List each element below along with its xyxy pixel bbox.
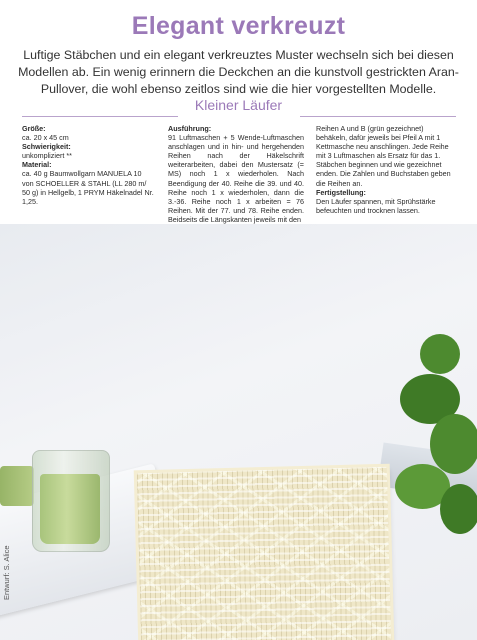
material-value: ca. 40 g Baumwollgarn MANUELA 10 von SCHOELLER & STAHL (LL 280 m/ 50 g) in Hellgelb, 1 PRYM Häkelnadel Nr. 1,25. xyxy=(22,169,154,206)
difficulty-value: unkompliziert ** xyxy=(22,151,72,161)
intro-paragraph: Luftige Stäbchen und ein elegant verkreuztes Muster wechseln sich bei diesen Modellen ab. Ein wenig erinnern die Deckchen an die kunstvoll gestrickten Aran-Pullover, die wohl ebenso zeitlos sind wie die hier vorgestellten Modelle. xyxy=(18,48,459,96)
design-credit: Entwurf: S. Alice xyxy=(2,545,11,600)
plant-leaves xyxy=(420,334,460,374)
column-instructions xyxy=(168,124,304,224)
page-title: Elegant verkreuzt xyxy=(131,12,346,40)
subtitle-divider-right xyxy=(300,116,456,117)
finishing-text: Den Läufer spannen, mit Sprühstärke befeuchten und trocknen lassen. xyxy=(316,196,436,215)
size-value: ca. 20 x 45 cm xyxy=(22,133,69,143)
material-label: Material: xyxy=(22,160,52,170)
crochet-runner xyxy=(137,467,397,640)
subtitle-divider-left xyxy=(22,116,178,117)
column-specs xyxy=(22,124,154,206)
small-candle xyxy=(0,466,34,506)
finishing-label: Fertigstellung: xyxy=(316,187,366,197)
difficulty-label: Schwierigkeit: xyxy=(22,142,71,152)
plant-leaves xyxy=(440,484,477,534)
product-photo xyxy=(0,224,477,640)
size-label: Größe: xyxy=(22,124,46,133)
green-candle xyxy=(40,474,100,544)
plant-leaves xyxy=(430,414,477,474)
column-finishing xyxy=(316,124,456,215)
section-subtitle: Kleiner Läufer xyxy=(194,97,283,113)
instructions-text: 91 Luftmaschen + 5 Wende-Luftmaschen anschlagen und in hin- und hergehenden Reihen nach der Häkelschrift weiterarbeiten, dabei den Mustersatz (= MS) noch 1 x wiederholen. Nach Beendigung der 40. Reihe die 39. und 40. Reihe noch 1 x wiederholen, dann die 3.-36. Reihe noch 1 x arbeiten = 76 Reihen. Mit der 77. und 78. Reihe enden. Beidseits die Längskanten jeweils mit den xyxy=(168,133,304,224)
instructions-heading: Ausführung: xyxy=(168,124,212,133)
instructions-continued: Reihen A und B (grün gezeichnet) behäkeln, dafür jeweils bei Pfeil A mit 1 Kettmasche neu anschlingen. Jede Reihe mit 3 Luftmaschen als Ersatz für das 1. Stäbchen beginnen und wie gezeichnet enden. Die Zahlen und Buchstaben geben die Reihen an. xyxy=(316,124,451,188)
